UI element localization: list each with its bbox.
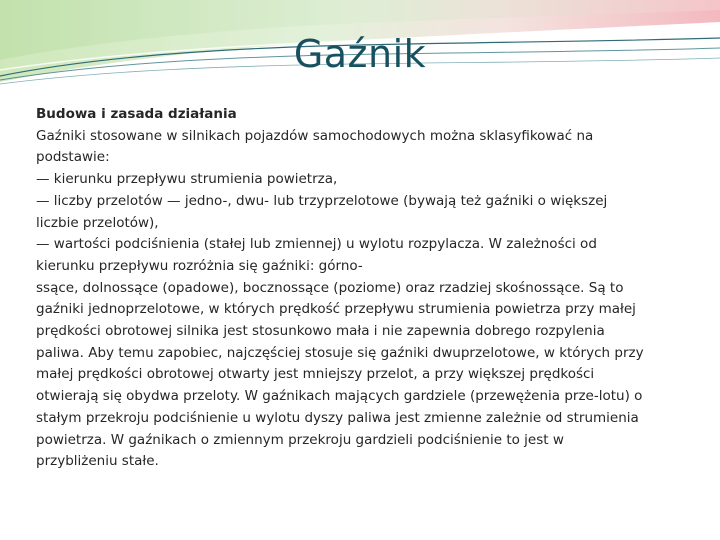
slide-body xyxy=(36,104,691,473)
body-line: powietrza. W gaźnikach o zmiennym przekroju gardzieli podciśnienie to jest w xyxy=(36,431,564,448)
body-line: ssące, dolnossące (opadowe), bocznossące (poziome) oraz rzadziej skośnossące. Są to xyxy=(36,279,624,296)
body-line: podstawie: xyxy=(36,149,110,166)
body-line: stałym przekroju podciśnienie u wylotu dyszy paliwa jest zmienne zależnie od strumienia xyxy=(36,409,639,426)
body-line: otwierają się obydwa przeloty. W gaźnikach mających gardziele (przewężenia prze-lotu) o xyxy=(36,388,643,405)
body-line: przybliżeniu stałe. xyxy=(36,453,159,470)
body-line: prędkości obrotowej silnika jest stosunkowo mała i nie zapewnia dobrego rozpylenia xyxy=(36,323,605,340)
slide-title: Gaźnik xyxy=(293,32,427,76)
body-line: — wartości podciśnienia (stałej lub zmiennej) u wylotu rozpylacza. W zależności od xyxy=(36,236,597,253)
body-line: gaźniki jednoprzelotowe, w których prędkość przepływu strumienia powietrza przy małej xyxy=(36,301,636,318)
body-line: — liczby przelotów — jedno-, dwu- lub trzyprzelotowe (bywają też gaźniki o większej xyxy=(36,192,608,209)
body-line: — kierunku przepływu strumienia powietrza, xyxy=(36,171,338,188)
section-heading: Budowa i zasada działania xyxy=(36,106,237,122)
body-line: paliwa. Aby temu zapobiec, najczęściej stosuje się gaźniki dwuprzelotowe, w których przy xyxy=(36,344,644,361)
body-line: Gaźniki stosowane w silnikach pojazdów samochodowych można sklasyfikować na xyxy=(36,127,594,144)
body-line: kierunku przepływu rozróżnia się gaźniki: górno- xyxy=(36,257,363,274)
body-line: liczbie przelotów), xyxy=(36,214,159,231)
body-line: małej prędkości obrotowej otwarty jest mniejszy przelot, a przy większej prędkości xyxy=(36,366,595,383)
